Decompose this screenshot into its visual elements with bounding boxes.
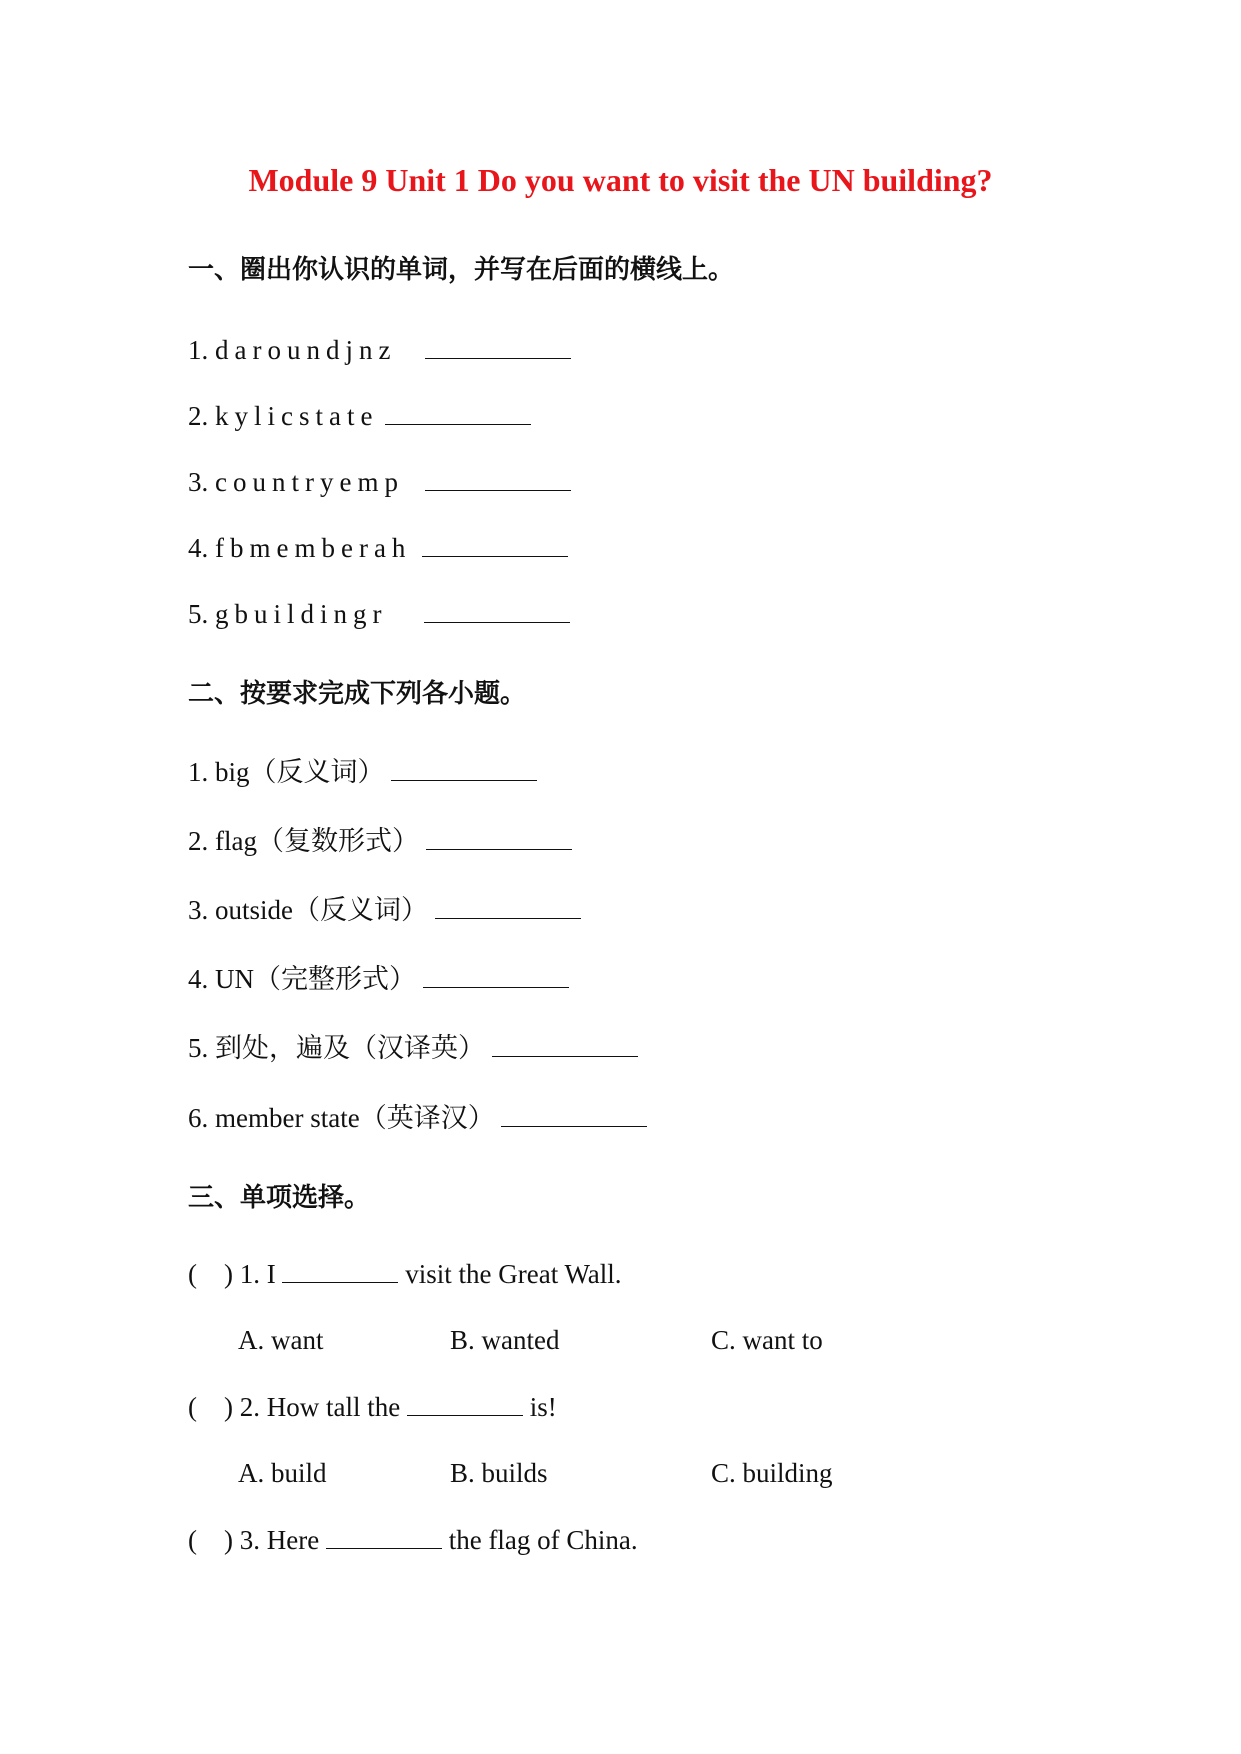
answer-blank[interactable] <box>407 1389 523 1416</box>
section-3-heading: 三、单项选择。 <box>188 1183 371 1213</box>
list-item <box>188 596 570 632</box>
answer-blank[interactable] <box>385 398 531 425</box>
item-number: 1. <box>188 757 209 787</box>
list-item <box>188 530 568 566</box>
item-number: 4. <box>188 533 209 563</box>
item-hint: （反义词） <box>293 895 428 925</box>
item-hint: （反义词） <box>249 757 385 787</box>
answer-paren[interactable]: ( ) <box>188 1525 233 1555</box>
option-c: C. want to <box>711 1325 823 1355</box>
list-item <box>188 332 571 368</box>
question-number: 1. <box>239 1259 260 1289</box>
answer-blank[interactable] <box>326 1522 442 1549</box>
item-number: 3. <box>188 895 209 925</box>
question-text-before: Here <box>266 1525 320 1555</box>
list-item <box>188 1100 647 1136</box>
answer-blank[interactable] <box>282 1256 398 1283</box>
question-text-before: I <box>266 1259 276 1289</box>
option-b: B. builds <box>450 1458 548 1488</box>
question-text-after: is! <box>529 1392 557 1422</box>
answer-paren[interactable]: ( ) <box>188 1259 233 1289</box>
item-word: big <box>215 757 250 787</box>
list-item <box>188 823 572 859</box>
answer-blank[interactable] <box>423 961 569 988</box>
question <box>188 1256 622 1292</box>
letter-string: fbmemberah <box>215 533 412 563</box>
answer-blank[interactable] <box>425 332 571 359</box>
question <box>188 1522 638 1558</box>
item-hint: （复数形式） <box>256 826 419 856</box>
answer-blank[interactable] <box>391 754 537 781</box>
question-number: 3. <box>239 1525 260 1555</box>
question-text-before: How tall the <box>266 1392 401 1422</box>
answer-blank[interactable] <box>426 823 572 850</box>
item-number: 2. <box>188 826 209 856</box>
answer-blank[interactable] <box>501 1100 647 1127</box>
letter-string: gbuildingr <box>215 599 388 629</box>
item-word: UN <box>215 964 254 994</box>
letter-string: countryemp <box>215 467 404 497</box>
item-number: 6. <box>188 1103 209 1133</box>
question-number: 2. <box>239 1392 260 1422</box>
option-a: A. build <box>238 1458 327 1488</box>
page-title: Module 9 Unit 1 Do you want to visit the UN building? <box>248 162 993 198</box>
item-word: member state <box>215 1103 360 1133</box>
list-item <box>188 754 537 790</box>
item-number: 2. <box>188 401 209 431</box>
item-number: 4. <box>188 964 209 994</box>
section-1-heading: 一、圈出你认识的单词，并写在后面的横线上。 <box>188 255 735 285</box>
answer-blank[interactable] <box>425 464 571 491</box>
item-hint: （英译汉） <box>359 1103 495 1133</box>
answer-blank[interactable] <box>492 1030 638 1057</box>
letter-string: kylicstate <box>215 401 379 431</box>
section-2-heading: 二、按要求完成下列各小题。 <box>188 679 527 709</box>
list-item <box>188 892 581 928</box>
item-number: 5. <box>188 599 209 629</box>
answer-blank[interactable] <box>422 530 568 557</box>
item-word: 到处，遍及 <box>215 1033 350 1063</box>
item-word: flag <box>215 826 257 856</box>
option-a: A. want <box>238 1325 324 1355</box>
list-item <box>188 961 569 997</box>
item-number: 1. <box>188 335 209 365</box>
item-hint: （汉译英） <box>350 1033 485 1063</box>
question <box>188 1389 557 1425</box>
question-text-after: the flag of China. <box>448 1525 638 1555</box>
question-text-after: visit the Great Wall. <box>405 1259 622 1289</box>
list-item <box>188 398 531 434</box>
answer-blank[interactable] <box>435 892 581 919</box>
option-b: B. wanted <box>450 1325 560 1355</box>
item-number: 5. <box>188 1033 209 1063</box>
answer-paren[interactable]: ( ) <box>188 1392 233 1422</box>
item-word: outside <box>215 895 293 925</box>
option-c: C. building <box>711 1458 833 1488</box>
letter-string: daroundjnz <box>215 335 397 365</box>
item-number: 3. <box>188 467 209 497</box>
item-hint: （完整形式） <box>254 964 416 994</box>
list-item <box>188 464 571 500</box>
answer-blank[interactable] <box>424 596 570 623</box>
list-item <box>188 1030 638 1066</box>
